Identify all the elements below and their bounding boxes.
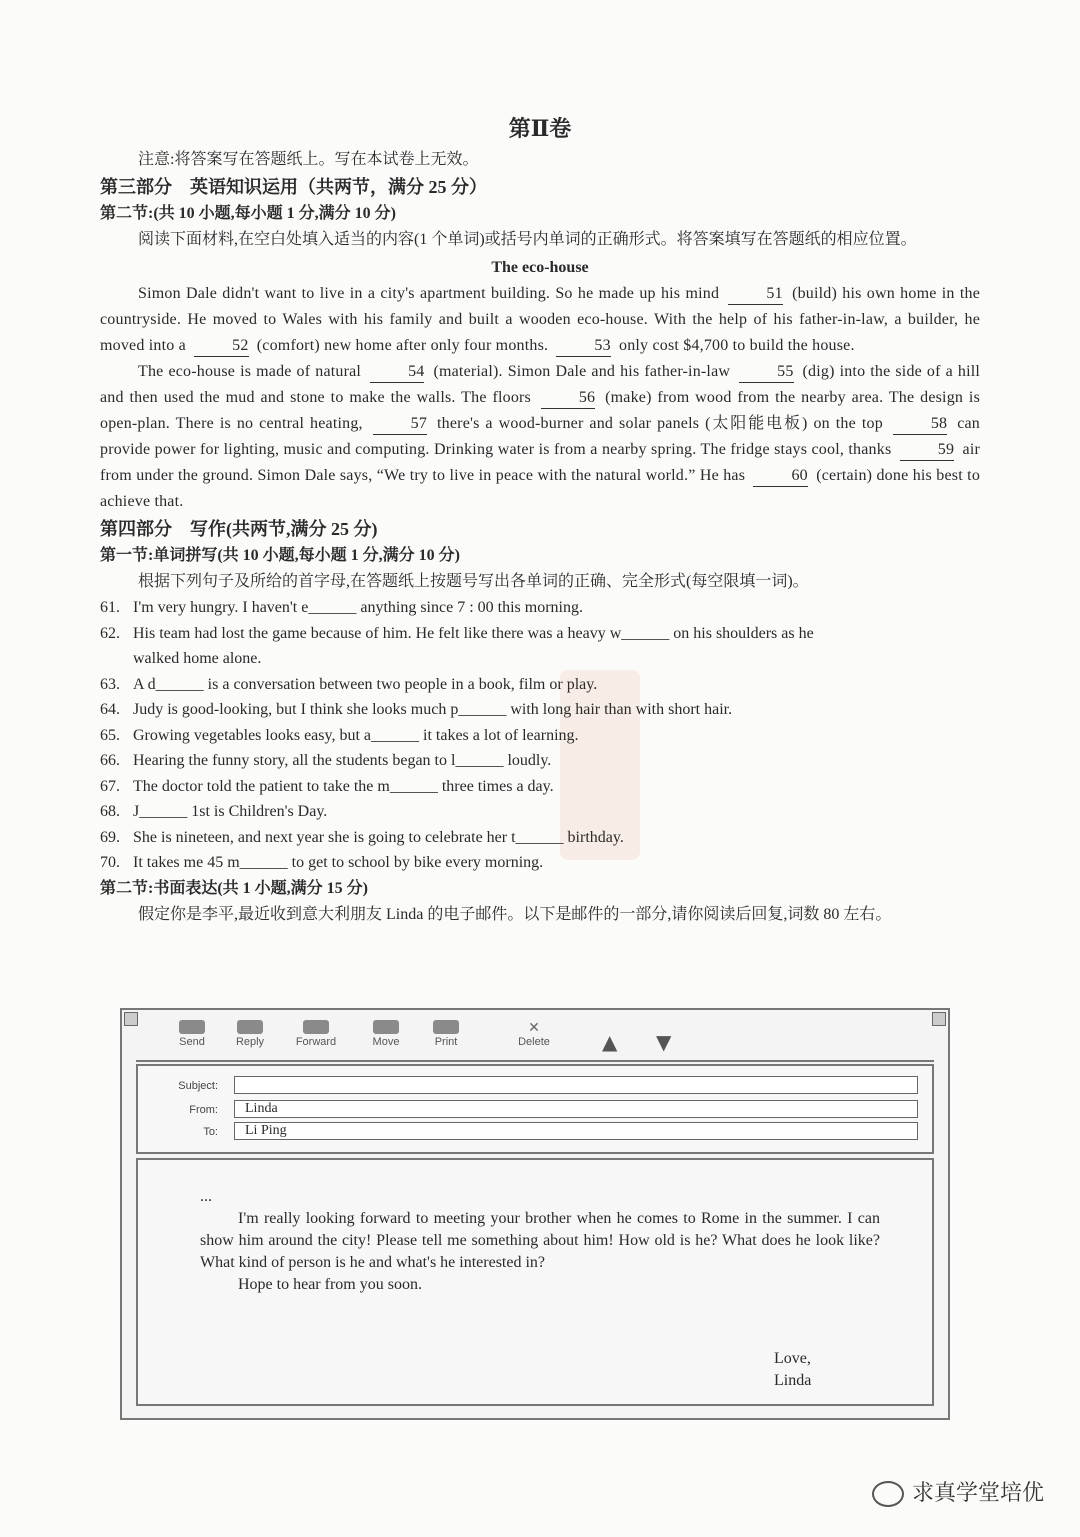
part3-heading: 第三部分 英语知识运用（共两节，满分 25 分） <box>100 177 487 197</box>
move-button <box>356 1020 416 1048</box>
delete-button <box>504 1020 564 1048</box>
blank-59: 59 <box>900 440 954 461</box>
send-button <box>162 1020 222 1048</box>
notice: 注意:将答案写在答题纸上。写在本试卷上无效。 <box>138 151 479 168</box>
from-label: From: <box>189 1104 218 1116</box>
question-text: She is nineteen, and next year she is going to celebrate her t______ birthday. <box>133 828 624 846</box>
blank-55: 55 <box>739 362 793 383</box>
send-icon <box>179 1020 205 1034</box>
email-closing: Love, <box>774 1350 811 1367</box>
window-corner-right-icon <box>932 1012 946 1026</box>
reply-button <box>220 1020 280 1048</box>
wechat-account-name: 求真学堂培优 <box>911 1481 1044 1506</box>
part3-section2-heading: 第二节:(共 10 小题,每小题 1 分,满分 10 分) <box>100 205 396 222</box>
question-62 <box>100 621 980 647</box>
question-number: 63. <box>100 675 120 693</box>
blank-56: 56 <box>541 388 595 409</box>
email-body-paragraph-1: I'm really looking forward to meeting your brother when he comes to Rome in the summer. I can show him around the city! Please tell me something about him! How old is he? What does he look like? What kind of person is he and what's he interested in? <box>200 1210 880 1271</box>
passage-text: can provide power for lighting, music and computing. Drinking water is from a nearby spring. The fridge stays cool, thanks <box>100 415 981 458</box>
passage-text: only cost $4,700 to build the house. <box>619 337 855 354</box>
email-window-illustration <box>120 1008 950 1420</box>
blank-58: 58 <box>893 414 947 435</box>
question-67 <box>100 774 980 800</box>
blank-57: 57 <box>373 414 427 435</box>
question-69 <box>100 825 980 851</box>
part4-section2-heading: 第二节:书面表达(共 1 小题,满分 15 分) <box>100 879 368 897</box>
reply-label: Reply <box>235 1036 265 1048</box>
question-64 <box>100 697 980 723</box>
question-68 <box>100 799 980 825</box>
question-65 <box>100 723 980 749</box>
part4-heading: 第四部分 写作(共两节,满分 25 分) <box>100 519 378 539</box>
volume-title: 第Ⅱ卷 <box>508 116 572 141</box>
wechat-account-tag <box>872 1476 1044 1507</box>
question-number: 61. <box>100 599 120 616</box>
question-number: 65. <box>100 726 120 744</box>
passage-text: Simon Dale didn't want to live in a city's apartment building. So he made up his mind <box>138 285 720 302</box>
passage-title: The eco-house <box>491 259 589 276</box>
question-text: J______ 1st is Children's Day. <box>133 803 328 820</box>
email-header-fields <box>136 1064 934 1154</box>
email-body <box>136 1158 934 1406</box>
question-62-continuation: walked home alone. <box>133 650 262 667</box>
question-text: It takes me 45 m______ to get to school by bike every morning. <box>133 854 544 871</box>
subject-field <box>234 1076 918 1094</box>
passage-text: The eco-house is made of natural <box>138 363 362 380</box>
forward-label: Forward <box>295 1036 337 1048</box>
question-number: 64. <box>100 701 120 718</box>
subject-label: Subject: <box>178 1080 218 1092</box>
part3-instruction: 阅读下面材料,在空白处填入适当的内容(1 个单词)或括号内单词的正确形式。将答案填写在答题纸的相应位置。 <box>138 231 917 248</box>
spelling-questions <box>100 595 980 876</box>
question-text: A d______ is a conversation between two people in a book, film or play. <box>133 675 598 693</box>
email-body-paragraph-2: Hope to hear from you soon. <box>238 1276 422 1293</box>
question-number: 66. <box>100 752 120 769</box>
question-61 <box>100 595 980 621</box>
email-toolbar <box>136 1018 934 1062</box>
question-number: 69. <box>100 828 120 846</box>
question-63 <box>100 672 980 698</box>
delete-label: Delete <box>518 1036 550 1048</box>
question-text: Growing vegetables looks easy, but a______ it takes a lot of learning. <box>133 726 579 744</box>
delete-icon: ✕ <box>528 1019 540 1035</box>
question-number: 67. <box>100 777 120 795</box>
question-70 <box>100 850 980 876</box>
blank-51: 51 <box>728 284 782 305</box>
blank-52: 52 <box>194 336 248 357</box>
move-label: Move <box>372 1036 400 1048</box>
print-label: Print <box>434 1036 458 1048</box>
passage-text: there's a wood-burner and solar panels (太阳能电板) on the top <box>437 415 883 432</box>
writing-prompt: 假定你是李平,最近收到意大利朋友 Linda 的电子邮件。以下是邮件的一部分,请你阅读后回复,词数 80 左右。 <box>138 905 892 923</box>
wechat-icon <box>872 1481 904 1507</box>
print-button <box>416 1020 476 1048</box>
part4-section1-heading: 第一节:单词拼写(共 10 小题,每小题 1 分,满分 10 分) <box>100 547 460 564</box>
move-icon <box>373 1020 399 1034</box>
print-icon <box>433 1020 459 1034</box>
blank-54: 54 <box>370 362 424 383</box>
question-66 <box>100 748 980 774</box>
passage-paragraph-2 <box>100 359 980 515</box>
question-number: 70. <box>100 854 120 871</box>
email-ellipsis: ... <box>200 1188 212 1205</box>
send-label: Send <box>179 1036 205 1048</box>
to-label: To: <box>203 1126 218 1138</box>
forward-icon <box>303 1020 329 1034</box>
email-signoff <box>774 1348 811 1392</box>
passage-text: (dig) into the side of a hill and then used the mud and stone to make the walls. The floors <box>100 363 981 406</box>
question-text: His team had lost the game because of him. He felt like there was a heavy w______ on his shoulders as he <box>133 624 814 642</box>
from-field: Linda <box>234 1100 918 1118</box>
question-text: Hearing the funny story, all the students began to l______ loudly. <box>133 752 552 769</box>
question-text: Judy is good-looking, but I think she looks much p______ with long hair than with short hair. <box>133 701 733 718</box>
question-number: 62. <box>100 624 120 642</box>
question-text: The doctor told the patient to take the m______ three times a day. <box>133 777 554 795</box>
passage-text: (certain) done his best to achieve that. <box>100 467 981 510</box>
email-message <box>200 1186 880 1296</box>
passage-text: air from under the ground. Simon Dale says, “We try to live in peace with the natural world.” He has <box>100 441 981 484</box>
passage-text: (make) from wood from the nearby area. The design is open-plan. There is no central heating, <box>100 389 981 432</box>
part4-instruction: 根据下列句子及所给的首字母,在答题纸上按题号写出各单词的正确、完全形式(每空限填一词)。 <box>138 573 809 590</box>
reply-icon <box>237 1020 263 1034</box>
email-signature: Linda <box>774 1372 812 1389</box>
blank-53: 53 <box>556 336 610 357</box>
to-field: Li Ping <box>234 1122 918 1140</box>
passage-paragraph-1 <box>100 281 980 359</box>
passage-text: (comfort) new home after only four months. <box>256 337 549 354</box>
passage-text: (material). Simon Dale and his father-in-law <box>433 363 731 380</box>
passage-text: (build) his own home in the countryside. He moved to Wales with his family and built a wooden eco-house. With the help of his father-in-law, a builder, he moved into a <box>100 285 981 354</box>
question-text: I'm very hungry. I haven't e______ anything since 7 : 00 this morning. <box>133 599 583 616</box>
blank-60: 60 <box>753 466 807 487</box>
forward-button <box>286 1020 346 1048</box>
arrow-down-icon: ▼ <box>656 1030 672 1054</box>
exam-page <box>100 112 980 928</box>
question-number: 68. <box>100 803 120 820</box>
arrow-up-icon: ▲ <box>602 1030 618 1054</box>
